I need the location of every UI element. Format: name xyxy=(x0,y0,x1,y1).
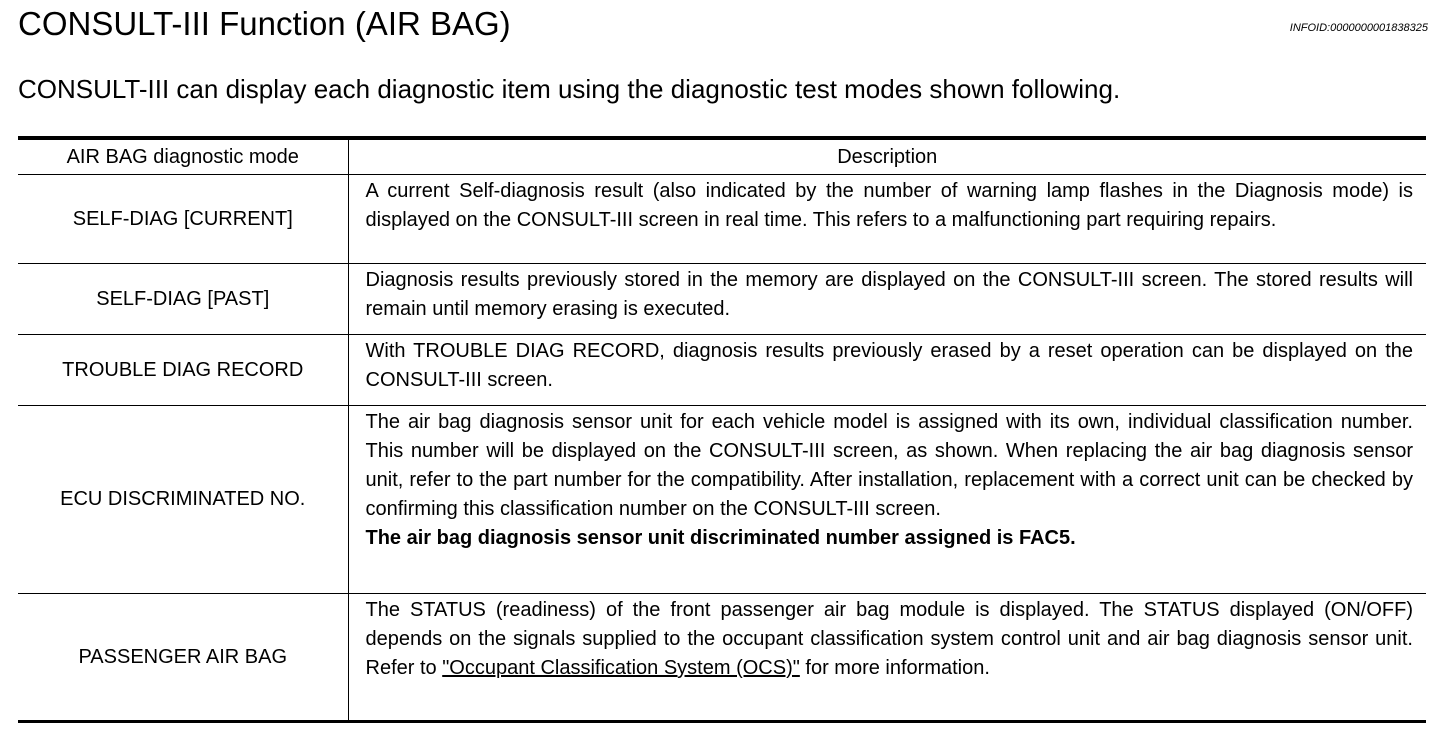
diagnostic-mode-table xyxy=(18,136,1426,723)
table-row xyxy=(18,175,1426,264)
mode-cell: PASSENGER AIR BAG xyxy=(18,594,348,722)
table-row xyxy=(18,594,1426,722)
mode-cell: ECU DISCRIMINATED NO. xyxy=(18,406,348,594)
table-row xyxy=(18,335,1426,406)
info-id: INFOID:0000000001838325 xyxy=(1289,22,1428,34)
table-row xyxy=(18,406,1426,594)
description-cell xyxy=(348,594,1426,722)
header-mode: AIR BAG diagnostic mode xyxy=(18,138,348,175)
intro-text: CONSULT-III can display each diagnostic item using the diagnostic test modes shown following. xyxy=(18,74,1121,104)
description-text-end: for more information. xyxy=(799,657,990,679)
header-description: Description xyxy=(348,138,1426,175)
description-text: The STATUS (readiness) of the front passenger air bag module is displayed. The STATUS displayed (ON/OFF) depends on the signals supplied to the occupant classification system control unit and air bag diagnosis sensor unit. Refer to xyxy=(365,599,1413,679)
description-text: The air bag diagnosis sensor unit for each vehicle model is assigned with its own, individual classification number. This number will be displayed on the CONSULT-III screen, as shown. When replacing the air bag diagnosis sensor unit, refer to the part number for the compatibility. After installation, replacement with a correct unit can be checked by confirming this classification number on the CONSULT-III screen. xyxy=(365,411,1413,520)
description-cell: With TROUBLE DIAG RECORD, diagnosis results previously erased by a reset operation can be displayed on the CONSULT-III screen. xyxy=(348,335,1426,406)
description-cell: A current Self-diagnosis result (also indicated by the number of warning lamp flashes in the Diagnosis mode) is displayed on the CONSULT-III screen in real time. This refers to a malfunctioning part requiring repairs. xyxy=(348,175,1426,264)
mode-cell: SELF-DIAG [CURRENT] xyxy=(18,175,348,264)
description-cell: Diagnosis results previously stored in the memory are displayed on the CONSULT-III screen. The stored results will remain until memory erasing is executed. xyxy=(348,264,1426,335)
description-cell xyxy=(348,406,1426,594)
ocs-reference-link[interactable]: "Occupant Classification System (OCS)" xyxy=(442,657,800,679)
table-header-row xyxy=(18,138,1426,175)
mode-cell: TROUBLE DIAG RECORD xyxy=(18,335,348,406)
discriminated-number-note: The air bag diagnosis sensor unit discriminated number assigned is FAC5. xyxy=(365,527,1076,549)
mode-cell: SELF-DIAG [PAST] xyxy=(18,264,348,335)
page-title: CONSULT-III Function (AIR BAG) xyxy=(18,5,511,42)
table-row xyxy=(18,264,1426,335)
